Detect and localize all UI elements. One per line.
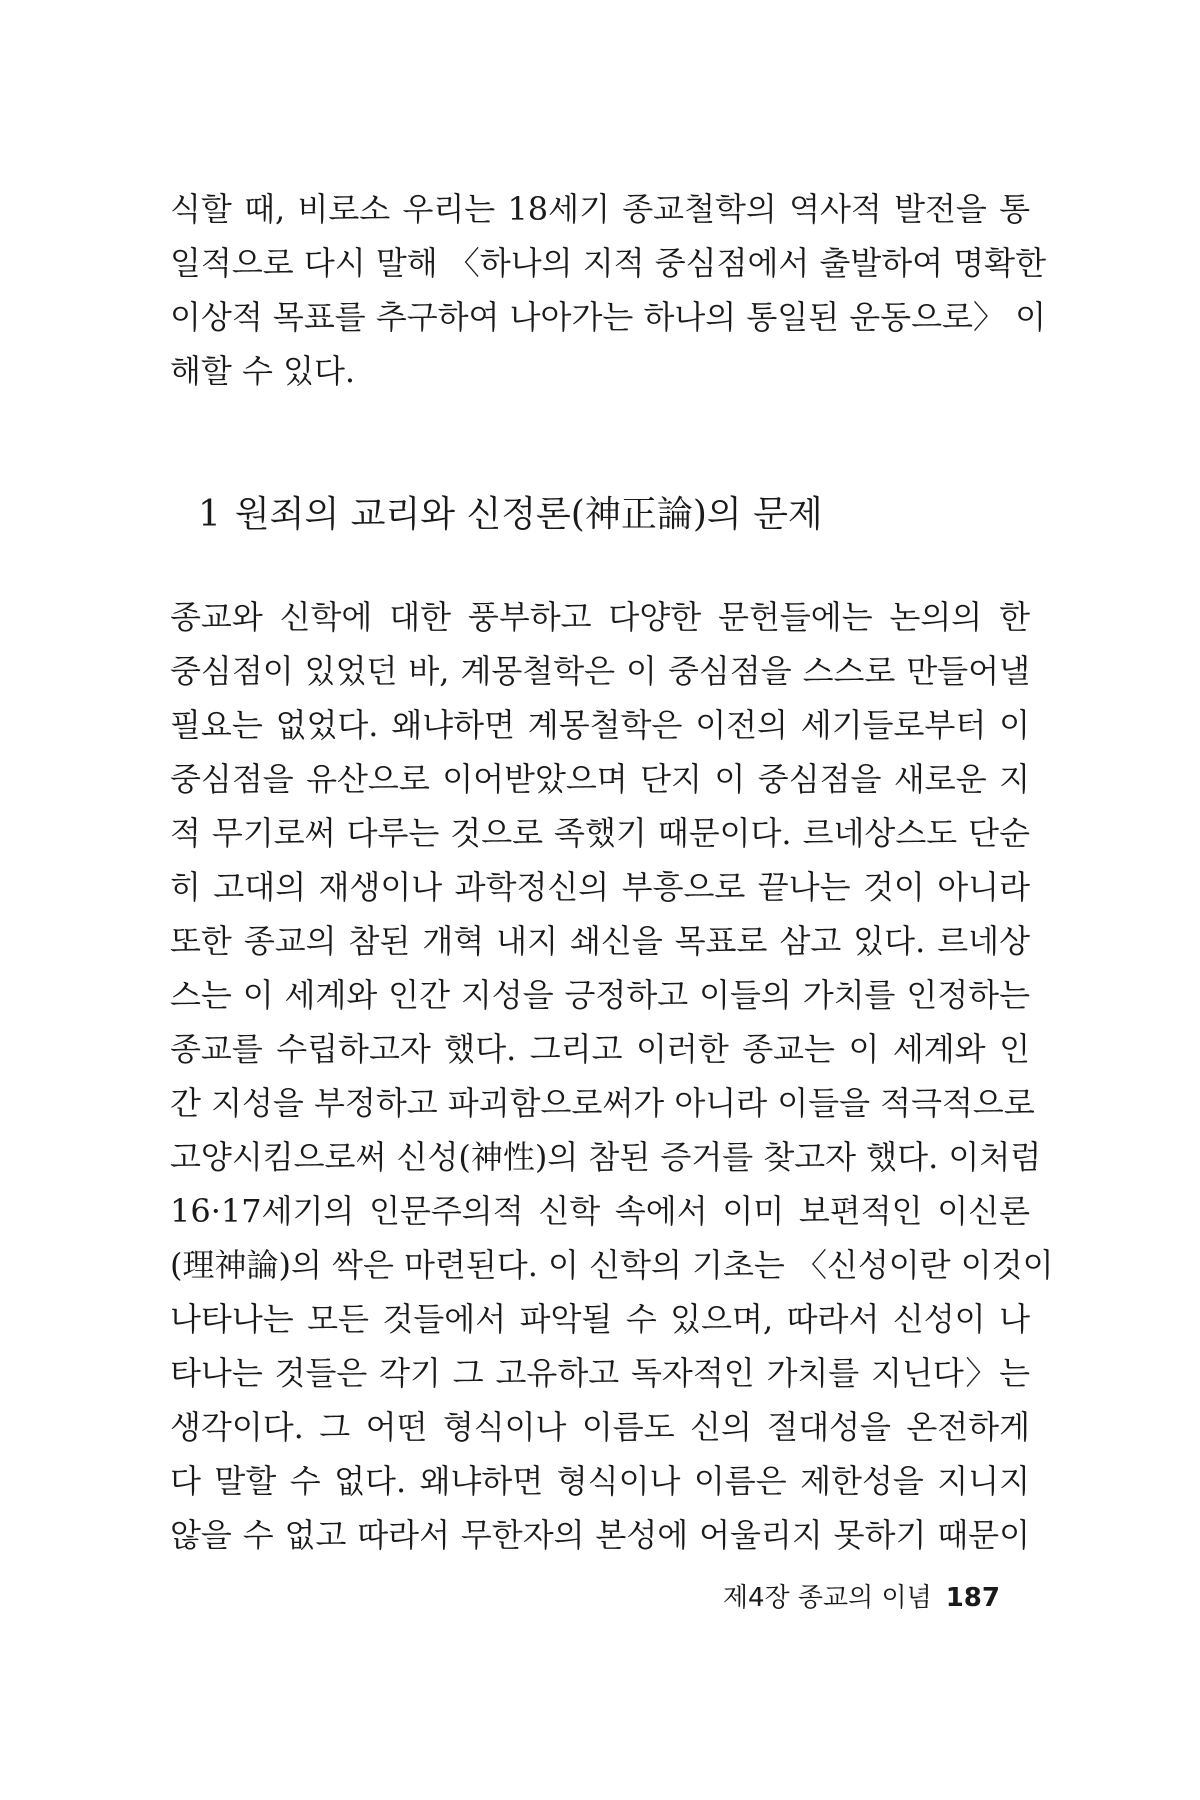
text-line: 또한 종교의 참된 개혁 내지 쇄신을 목표로 삼고 있다. 르네상 — [170, 922, 1030, 960]
main-paragraph — [170, 590, 1054, 1562]
text-line: 식할 때, 비로소 우리는 18세기 종교철학의 역사적 발전을 통 — [170, 190, 1030, 228]
text-line: 스는 이 세계와 인간 지성을 긍정하고 이들의 가치를 인정하는 — [170, 976, 1030, 1014]
intro-paragraph — [170, 182, 1047, 398]
text-line: 중심점을 유산으로 이어받았으며 단지 이 중심점을 새로운 지 — [170, 760, 1030, 798]
text-line: 타나는 것들은 각기 그 고유하고 독자적인 가치를 지닌다〉는 — [170, 1354, 1030, 1392]
text-line: 16·17세기의 인문주의적 신학 속에서 이미 보편적인 이신론 — [170, 1192, 1030, 1230]
text-line: 해할 수 있다. — [170, 352, 356, 390]
section-heading — [198, 490, 823, 540]
text-line: 않을 수 없고 따라서 무한자의 본성에 어울리지 못하기 때문이 — [170, 1516, 1030, 1554]
text-line: 이상적 목표를 추구하여 나아가는 하나의 통일된 운동으로〉 이 — [170, 298, 1047, 336]
text-line: 종교를 수립하고자 했다. 그리고 이러한 종교는 이 세계와 인 — [170, 1030, 1030, 1068]
text-line: 다 말할 수 없다. 왜냐하면 형식이나 이름은 제한성을 지니지 — [170, 1462, 1030, 1500]
text-line: 적 무기로써 다루는 것으로 족했기 때문이다. 르네상스도 단순 — [170, 814, 1030, 852]
text-line: 간 지성을 부정하고 파괴함으로써가 아니라 이들을 적극적으로 — [170, 1084, 1035, 1122]
page-footer — [723, 1580, 1000, 1616]
text-line: 중심점이 있었던 바, 계몽철학은 이 중심점을 스스로 만들어낼 — [170, 652, 1030, 690]
running-footer-chapter: 제4장 종교의 이념 — [722, 1583, 932, 1613]
text-line: 생각이다. 그 어떤 형식이나 이름도 신의 절대성을 온전하게 — [170, 1408, 1030, 1446]
text-line: (理神論)의 싹은 마련된다. 이 신학의 기초는 〈신성이란 이것이 — [170, 1246, 1054, 1284]
text-line: 일적으로 다시 말해 〈하나의 지적 중심점에서 출발하여 명확한 — [170, 244, 1047, 282]
section-number: 1 — [198, 494, 221, 535]
page-number: 187 — [945, 1583, 1000, 1613]
text-line: 필요는 없었다. 왜냐하면 계몽철학은 이전의 세기들로부터 이 — [170, 706, 1030, 744]
text-line: 종교와 신학에 대한 풍부하고 다양한 문헌들에는 논의의 한 — [170, 598, 1030, 636]
section-title: 원죄의 교리와 신정론(神正論)의 문제 — [234, 494, 823, 535]
text-line: 히 고대의 재생이나 과학정신의 부흥으로 끝나는 것이 아니라 — [170, 868, 1030, 906]
text-line: 고양시킴으로써 신성(神性)의 참된 증거를 찾고자 했다. 이처럼 — [170, 1138, 1042, 1176]
text-line: 나타나는 모든 것들에서 파악될 수 있으며, 따라서 신성이 나 — [170, 1300, 1030, 1338]
